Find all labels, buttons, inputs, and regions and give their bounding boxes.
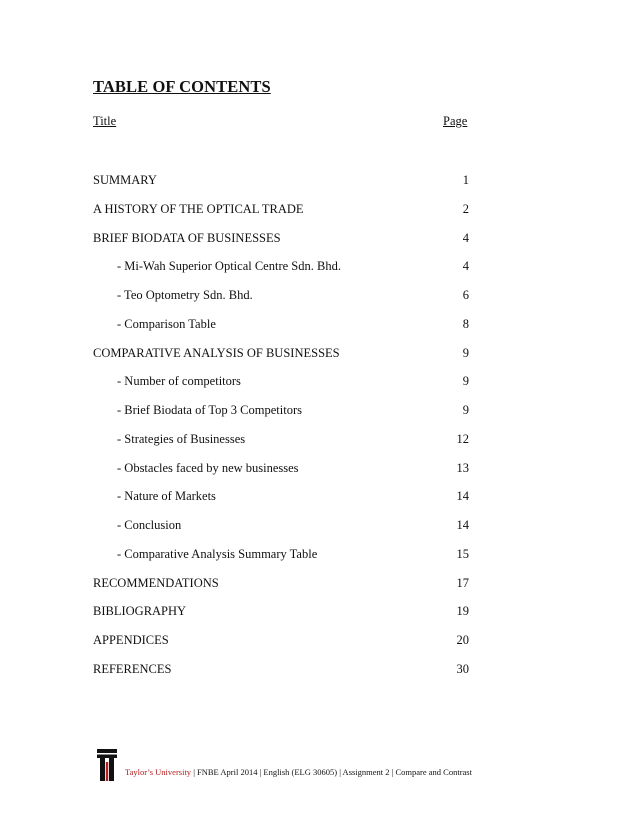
toc-entry-label: - Comparative Analysis Summary Table	[117, 546, 318, 561]
toc-entry	[93, 487, 473, 505]
toc-entry-label: - Teo Optometry Sdn. Bhd.	[117, 288, 253, 302]
toc-entry-page-number: 12	[456, 431, 469, 446]
toc-entry-page-number: 9	[462, 345, 469, 360]
toc-entry-page-number: 4	[462, 259, 469, 274]
toc-entry	[93, 286, 473, 304]
toc-entry-page-number: 9	[462, 374, 469, 389]
toc-entry	[93, 229, 473, 247]
toc-entry-page-number: 17	[456, 575, 469, 590]
toc-entry	[93, 545, 473, 563]
toc-entry	[93, 257, 473, 275]
toc-entry-page-number: 30	[456, 661, 469, 676]
toc-entry-page-number: 14	[456, 489, 469, 504]
toc-entry	[93, 459, 473, 477]
toc-entry	[93, 171, 473, 189]
footer-text	[125, 767, 472, 777]
toc-entry-label: - Mi-Wah Superior Optical Centre Sdn. Bhd.	[117, 259, 341, 274]
toc-entry	[93, 602, 473, 620]
toc-entry	[93, 574, 473, 592]
toc-entry	[93, 200, 473, 218]
toc-entry	[93, 631, 473, 649]
toc-entry-label: - Nature of Markets	[117, 489, 216, 504]
toc-entry-label: - Brief Biodata of Top 3 Competitors	[117, 403, 302, 417]
footer-details: | FNBE April 2014 | English (ELG 30605) | Assignment 2 | Compare and Contrast	[191, 767, 472, 777]
toc-entry-label: RECOMMENDATIONS	[93, 575, 219, 590]
toc-entry	[93, 660, 473, 678]
toc-entry-label: BIBLIOGRAPHY	[93, 604, 187, 619]
toc-entry-label: - Comparison Table	[117, 316, 216, 331]
toc-entry-label: APPENDICES	[93, 633, 169, 647]
toc-entry-label: A HISTORY OF THE OPTICAL TRADE	[93, 201, 304, 216]
toc-entry	[93, 344, 473, 362]
toc-entry-label: - Conclusion	[117, 518, 182, 532]
toc-entry-label: COMPARATIVE ANALYSIS OF BUSINESSES	[93, 345, 340, 360]
toc-entry-page-number: 4	[462, 230, 469, 245]
toc-entry	[93, 430, 473, 448]
footer-university: Taylor’s University	[125, 767, 192, 777]
toc-entry-label: - Strategies of Businesses	[117, 431, 246, 446]
page-title: TABLE OF CONTENTS	[93, 77, 271, 96]
toc-entry-page-number: 8	[462, 316, 469, 331]
toc-entry-page-number: 14	[456, 518, 469, 532]
toc-entry-page-number: 1	[462, 173, 469, 187]
toc-entry-label: BRIEF BIODATA OF BUSINESSES	[93, 230, 281, 245]
toc-entry	[93, 401, 473, 419]
toc-entry	[93, 516, 473, 534]
toc-entry-label: - Obstacles faced by new businesses	[117, 460, 299, 475]
taylors-university-logo-icon	[96, 748, 118, 782]
toc-entry-label: SUMMARY	[93, 173, 157, 187]
toc-entry-page-number: 15	[456, 546, 469, 561]
toc-entry-page-number: 13	[456, 460, 469, 475]
toc-entry-page-number: 9	[462, 403, 469, 417]
toc-entry-page-number: 20	[456, 633, 469, 647]
toc-entry-page-number: 19	[456, 604, 469, 619]
toc-entry-page-number: 6	[462, 288, 469, 302]
toc-entry	[93, 315, 473, 333]
toc-entry	[93, 372, 473, 390]
page-footer	[96, 748, 526, 782]
toc-entry-label: - Number of competitors	[117, 374, 241, 389]
column-header-title: Title	[93, 114, 117, 128]
toc-entry-page-number: 2	[462, 201, 469, 216]
column-header-page: Page	[443, 114, 468, 128]
toc-entry-label: REFERENCES	[93, 661, 172, 676]
